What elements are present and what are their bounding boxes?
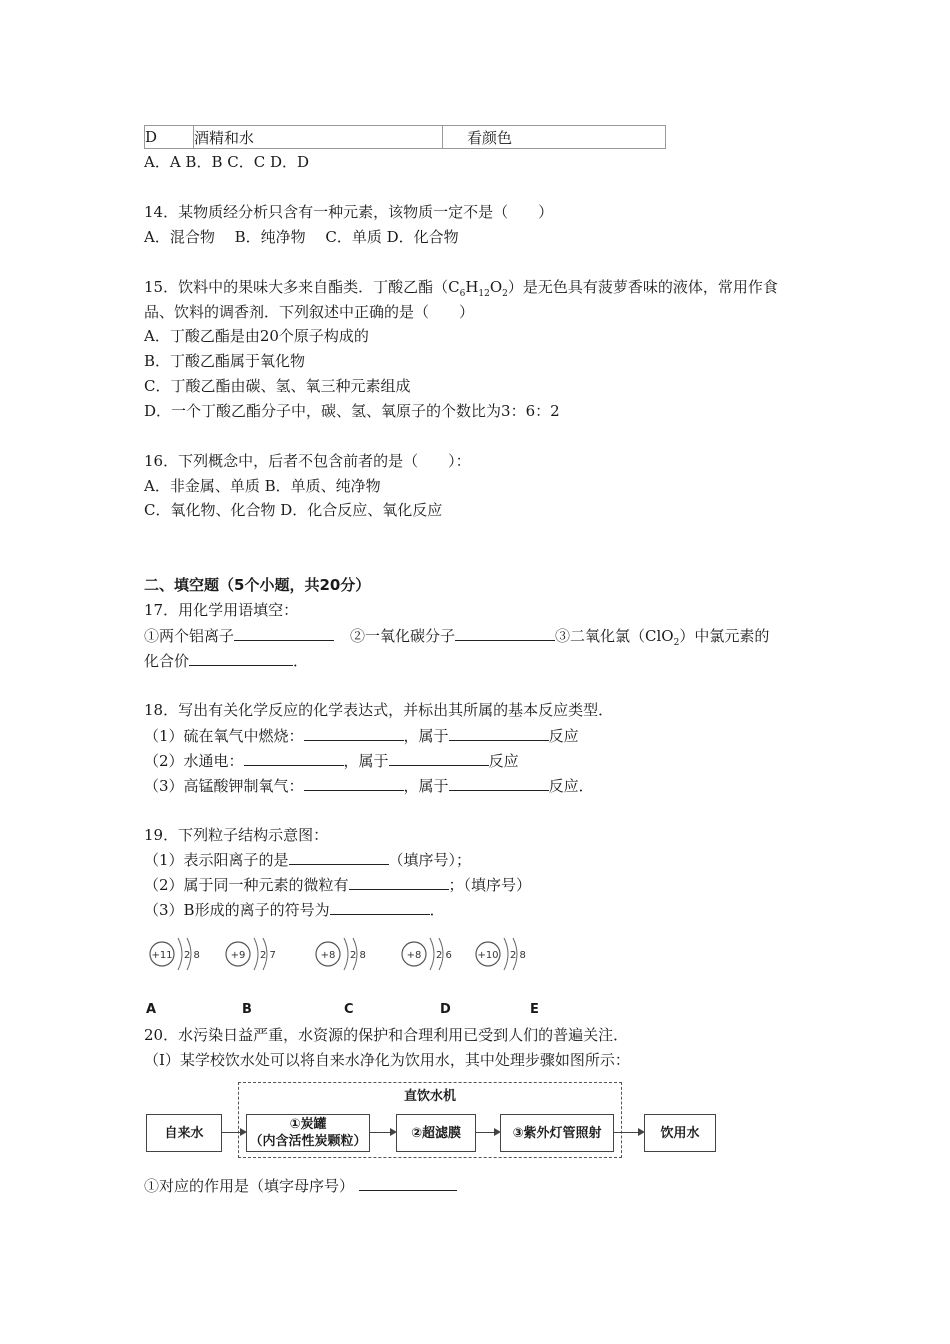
nucleus-charge: +8 (406, 950, 422, 961)
q16-options-1: A．非金属、单质 B．单质、纯净物 (144, 477, 381, 495)
atom-svg (222, 932, 282, 976)
table-cell-substance: 酒精和水 (194, 126, 443, 149)
atom-diagram (222, 932, 282, 980)
blank-field[interactable] (234, 625, 334, 641)
q15-option-c: C．丁酸乙酯由碳、氢、氧三种元素组成 (144, 377, 411, 395)
atom-diagram (312, 932, 372, 980)
q18-line1: （1）硫在氧气中燃烧： ，属于 反应 (144, 727, 579, 745)
shell-arc (178, 938, 182, 970)
q15-stem: 15．饮料中的果味大多来自酯类．丁酸乙酯$(C_6H_{12}O_2)$是无色具有菠萝香味的液体，常用作食 (144, 278, 778, 299)
q18-stem: 18．写出有关化学反应的化学表达式，并标出其所属的基本反应类型． (144, 701, 614, 719)
shell-electrons: 2 7 (260, 950, 276, 961)
box-uv-lamp: ③紫外灯管照射 (500, 1114, 614, 1152)
q20-last-line: ①对应的作用是（填字母序号） (144, 1175, 457, 1196)
atom-svg (472, 932, 532, 976)
options-table (144, 125, 666, 149)
machine-title: 直饮水机 (403, 1088, 456, 1104)
q17-line1: ①两个铝离子 ②一氧化碳分子 ③二氧化氯（ClO$_2$）中氯元素的 (144, 627, 770, 648)
atom-label: C (344, 1002, 354, 1017)
shell-electrons: 2 8 (510, 950, 526, 961)
blank-field[interactable] (389, 750, 489, 766)
shell-electrons: 2 8 (184, 950, 200, 961)
q17-stem: 17．用化学用语填空： (144, 601, 299, 619)
box-carbon-tank-line2: （内含活性炭颗粒） (249, 1134, 367, 1149)
atom-label: B (242, 1002, 252, 1017)
q19-stem: 19．下列粒子结构示意图： (144, 826, 329, 844)
q18-line3: （3）高锰酸钾制氧气： ，属于 反应． (144, 777, 594, 795)
q14-options: A．混合物 B．纯净物 C．单质 D．化合物 (144, 228, 459, 246)
q19-line3: （3）B形成的离子的符号为 ． (144, 901, 445, 919)
nucleus-charge: +9 (230, 950, 246, 961)
blank-field[interactable] (330, 899, 430, 915)
box-carbon-tank-line1: ①炭罐 (289, 1117, 327, 1132)
atom-diagram (398, 932, 458, 980)
q19-line2: （2）属于同一种元素的微粒有 ；（填序号） (144, 876, 532, 894)
box-drinking-water: 饮用水 (644, 1114, 716, 1152)
box-carbon-tank (246, 1114, 370, 1152)
q15-option-d: D．一个丁酸乙酯分子中，碳、氢、氧原子的个数比为3：6：2 (144, 402, 560, 420)
blank-field[interactable] (449, 775, 549, 791)
shell-electrons: 2 6 (436, 950, 452, 961)
atom-svg (398, 932, 458, 976)
shell-arc (254, 938, 258, 970)
table-row (145, 126, 666, 149)
atom-svg (312, 932, 372, 976)
q15-option-b: B．丁酸乙酯属于氧化物 (144, 352, 306, 370)
shell-electrons: 2 8 (350, 950, 366, 961)
shell-arc (344, 938, 348, 970)
blank-field[interactable] (304, 775, 404, 791)
arrow-icon (475, 1132, 499, 1133)
blank-field[interactable] (349, 874, 449, 890)
blank-field[interactable] (244, 750, 344, 766)
atom-svg (146, 932, 206, 976)
nucleus-charge: +10 (477, 950, 499, 961)
arrow-icon (221, 1132, 245, 1133)
atom-label: A (146, 1002, 157, 1017)
box-tap-water: 自来水 (146, 1114, 222, 1152)
q20-part1: （Ⅰ）某学校饮水处可以将自来水净化为饮用水，其中处理步骤如图所示： (144, 1051, 630, 1069)
q16-options-2: C．氧化物、化合物 D．化合反应、氧化反应 (144, 501, 443, 519)
q13-options: A．A B．B C．C D．D (144, 153, 310, 171)
q15-stem-line2: 品、饮料的调香剂．下列叙述中正确的是（ ） (144, 303, 475, 321)
atom-label: E (530, 1002, 539, 1017)
shell-arc (430, 938, 434, 970)
blank-field[interactable] (289, 849, 389, 865)
arrow-icon (369, 1132, 395, 1133)
shell-arc (504, 938, 508, 970)
nucleus-charge: +11 (151, 950, 173, 961)
blank-field[interactable] (455, 625, 555, 641)
q15-option-a: A．丁酸乙酯是由20个原子构成的 (144, 327, 369, 345)
table-cell-option: D (145, 126, 194, 149)
blank-field[interactable] (449, 725, 549, 741)
box-ultrafiltration: ②超滤膜 (396, 1114, 476, 1152)
arrow-icon (613, 1132, 643, 1133)
atom-diagram (472, 932, 532, 980)
nucleus-charge: +8 (320, 950, 336, 961)
q17-line2: 化合价 ． (144, 652, 309, 670)
blank-field[interactable] (304, 725, 404, 741)
section-heading: 二、填空题（5个小题，共20分） (144, 576, 371, 594)
table-cell-method: 看颜色 (443, 126, 666, 149)
atom-label: D (440, 1002, 451, 1017)
q18-line2: （2）水通电： ，属于 反应 (144, 752, 519, 770)
q16-stem: 16．下列概念中，后者不包含前者的是（ ）： (144, 452, 471, 470)
blank-field[interactable] (189, 650, 293, 666)
q14-stem: 14．某物质经分析只含有一种元素，该物质一定不是（ ） (144, 203, 554, 221)
atom-diagram (146, 932, 206, 980)
q19-line1: （1）表示阳离子的是 （填序号）； (144, 851, 472, 869)
q20-stem: 20．水污染日益严重，水资源的保护和合理利用已受到人们的普遍关注． (144, 1026, 629, 1044)
blank-field[interactable] (359, 1175, 457, 1191)
